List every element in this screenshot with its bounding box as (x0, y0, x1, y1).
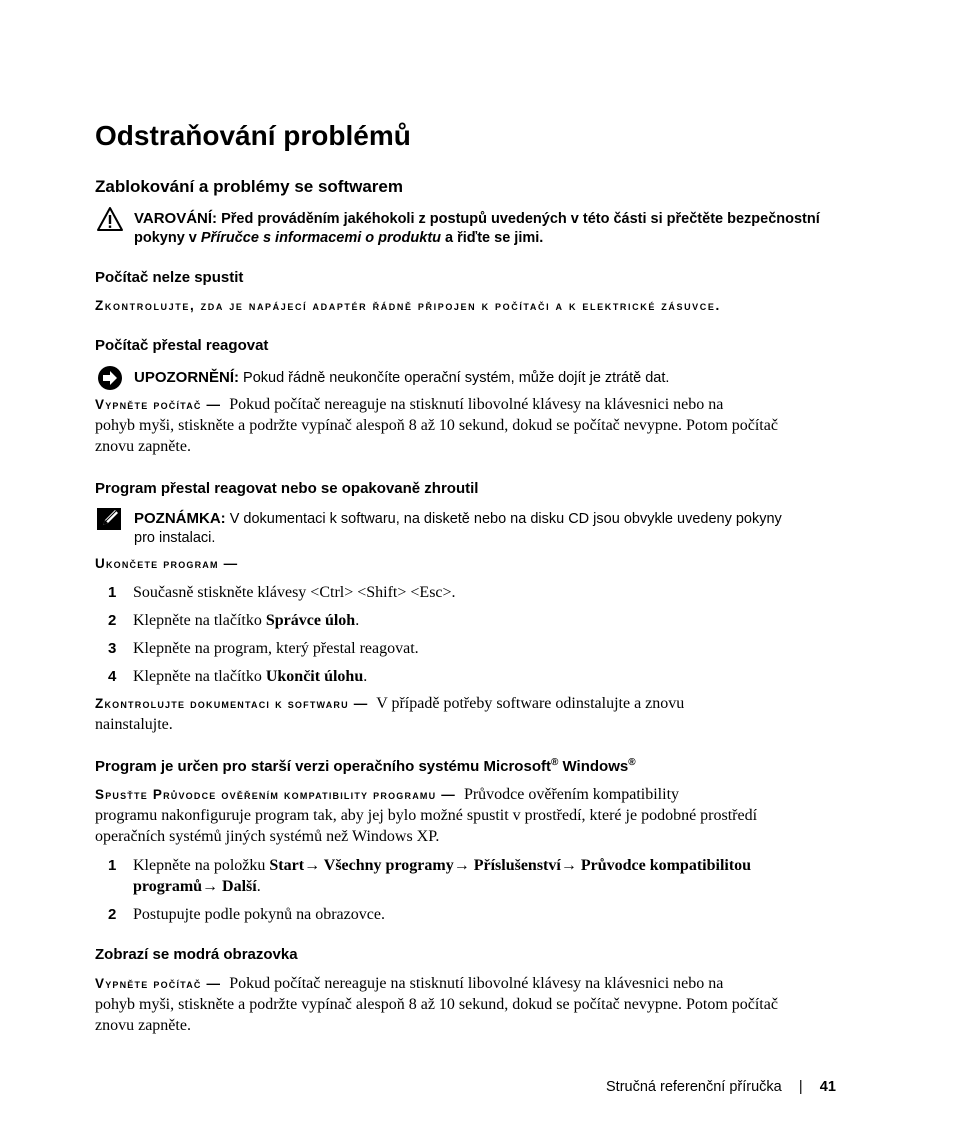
subheading-blue-screen: Zobrazí se modrá obrazovka (95, 946, 298, 963)
step-4-text: Klepněte na tlačítko Ukončit úlohu. (133, 668, 368, 685)
note-text-2: pro instalaci. (134, 530, 216, 546)
turn-off-line-2: pohyb myši, stiskněte a podržte vypínač alespoň 8 až 10 sekund, dokud se počítač nevypne. Potom počítač (95, 417, 778, 434)
turn-off-line-3: znovu zapněte. (95, 438, 191, 455)
compat-line-1: Průvodce ověřením kompatibility (463, 786, 680, 803)
note-text-1: V dokumentaci k softwaru, na disketě nebo na disku CD jsou obvykle uvedeny pokyny (229, 511, 782, 527)
compat-line-2: programu nakonfiguruje program tak, aby jej bylo možné spustit v prostředí, které je podobné prostředí (95, 807, 758, 824)
step-number: 1 (108, 857, 117, 874)
section-heading: Zablokování a problémy se softwarem (95, 177, 403, 196)
blue-screen-paragraph (95, 973, 865, 1036)
caution-text: Pokud řádně neukončíte operační systém, může dojít je ztrátě dat. (243, 370, 670, 386)
blue-screen-lead: Vypněte počítač — (95, 976, 222, 991)
check-docs-lead: Zkontrolujte dokumentaci k softwaru — (95, 696, 369, 711)
check-docs-line-2: nainstalujte. (95, 716, 173, 733)
compat-line-3: operačních systémů jiných systémů než Windows XP. (95, 828, 440, 845)
footer-separator: | (798, 1079, 803, 1095)
check-docs-paragraph (95, 693, 865, 735)
subheading-older-windows: Program je určen pro starší verzi operačního systému Microsoft® Windows® (95, 757, 636, 775)
check-adapter-text: Zkontrolujte, zda je napájecí adaptér řádně připojen k počítači a k elektrické zásuvce. (95, 298, 721, 313)
subheading-computer-stopped-responding: Počítač přestal reagovat (95, 337, 269, 354)
caution-label: UPOZORNĚNÍ: (134, 369, 239, 386)
turn-off-line-1: Pokud počítač nereaguje na stisknutí libovolné klávesy na klávesnici nebo na (229, 396, 724, 413)
subheading-program-stopped: Program přestal reagovat nebo se opakovaně zhroutil (95, 480, 479, 497)
warning-text-1: Před prováděním jakéhokoli z postupů uvedených v této části si přečtěte bezpečnostní (221, 211, 820, 227)
blue-screen-line-2: pohyb myši, stiskněte a podržte vypínač alespoň 8 až 10 sekund, dokud se počítač nevypne. Potom počítač (95, 996, 778, 1013)
warning-text-2c: a řiďte se jimi. (441, 230, 544, 246)
step-number: 2 (108, 906, 117, 923)
note-label: POZNÁMKA: (134, 510, 226, 527)
compat-step-1-text: Klepněte na položku Start→ Všechny programy→ Příslušenství→ Průvodce kompatibilitou programů→ Další. (133, 857, 752, 895)
footer-title: Stručná referenční příručka (606, 1079, 782, 1095)
warning-icon (96, 206, 124, 237)
turn-off-paragraph (95, 394, 865, 457)
step-1-text: Současně stiskněte klávesy <Ctrl> <Shift> <Esc>. (133, 584, 456, 601)
step-number: 3 (108, 640, 117, 657)
subheading-computer-wont-start: Počítač nelze spustit (95, 269, 244, 286)
step-number: 1 (108, 584, 117, 601)
note-notice (134, 509, 874, 548)
step-number: 4 (108, 668, 117, 685)
footer (606, 1078, 836, 1096)
warning-text-2b: Příručce s informacemi o produktu (200, 230, 442, 246)
caution-notice (134, 368, 669, 388)
blue-screen-line-1: Pokud počítač nereaguje na stisknutí libovolné klávesy na klávesnici nebo na (229, 975, 724, 992)
warning-label: VAROVÁNÍ: (134, 210, 218, 227)
note-pencil-icon (97, 507, 123, 536)
end-program-lead: Ukončete program — (95, 556, 239, 571)
warning-text-2a: pokyny v (134, 230, 201, 246)
step-number: 2 (108, 612, 117, 629)
turn-off-lead: Vypněte počítač — (95, 397, 222, 412)
warning-notice (134, 209, 874, 248)
check-docs-line-1: V případě potřeby software odinstalujte a znovu (376, 695, 685, 712)
page-title: Odstraňování problémů (95, 120, 411, 151)
page-number: 41 (819, 1079, 836, 1095)
blue-screen-line-3: znovu zapněte. (95, 1017, 191, 1034)
compat-wizard-paragraph (95, 784, 865, 847)
compat-step-2-text: Postupujte podle pokynů na obrazovce. (133, 906, 385, 923)
compat-wizard-lead: Spusťte Průvodce ověřením kompatibility programu — (95, 787, 456, 802)
step-3-text: Klepněte na program, který přestal reagovat. (133, 640, 419, 657)
notice-icon (97, 365, 123, 396)
step-2-text: Klepněte na tlačítko Správce úloh. (133, 612, 360, 629)
